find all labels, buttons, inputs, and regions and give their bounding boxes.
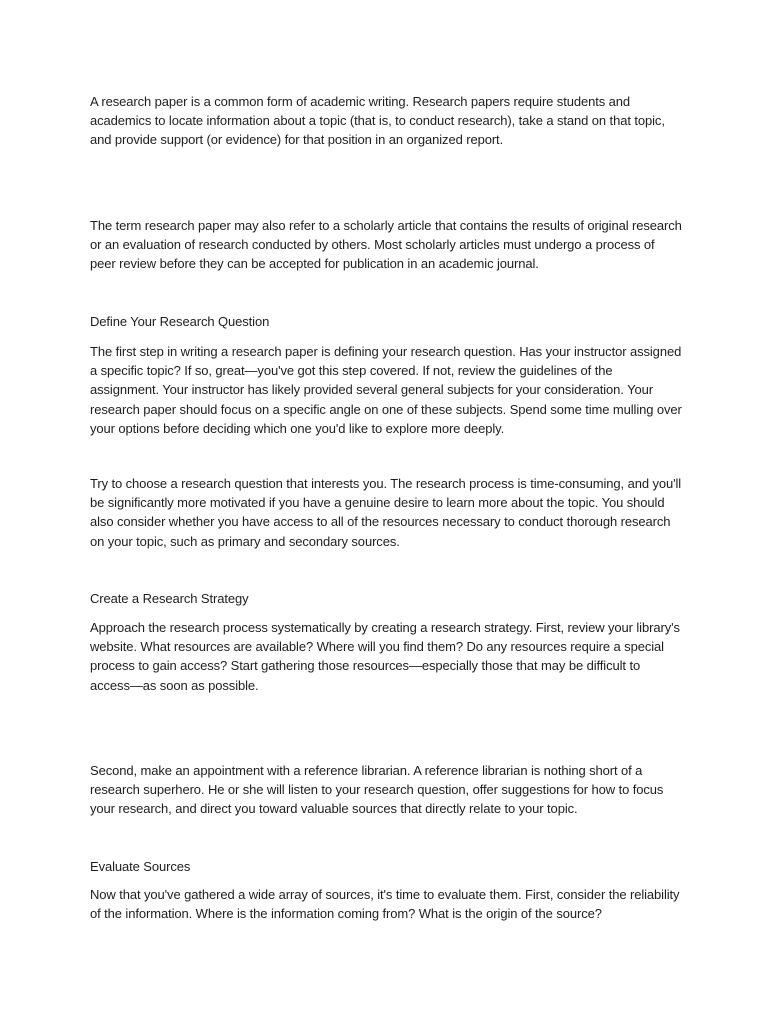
intro-paragraph-1: A research paper is a common form of academic writing. Research papers require students and academics to locate information about a topic (that is, to conduct research), take a stand on that topic, and provide support (or evidence) for that position in an organized report. bbox=[90, 94, 665, 148]
intro-paragraph-2: The term research paper may also refer to a scholarly article that contains the results of original research or an evaluation of research conducted by others. Most scholarly articles must undergo a process of peer review before they can be accepted for publication in an academic journal. bbox=[90, 218, 682, 272]
section2-paragraph-1: Approach the research process systematically by creating a research strategy. First, review your library's website. What resources are available? Where will you find them? Do any resources require a special process to gain access? Start gathering those resources—especially those that may be difficult to access—as soon as possible. bbox=[90, 620, 680, 693]
section3-paragraph-1: Now that you've gathered a wide array of sources, it's time to evaluate them. First, consider the reliability of the information. Where is the information coming from? What is the origin of the source? bbox=[90, 887, 680, 922]
section-heading-evaluate-sources: Evaluate Sources bbox=[90, 859, 191, 874]
section-heading-research-strategy: Create a Research Strategy bbox=[90, 591, 249, 606]
section2-paragraph-2: Second, make an appointment with a reference librarian. A reference librarian is nothing short of a research superhero. He or she will listen to your research question, offer suggestions for how to focus your research, and direct you toward valuable sources that directly relate to your topic. bbox=[90, 763, 664, 817]
section1-paragraph-1: The first step in writing a research paper is defining your research question. Has your instructor assigned a specific topic? If so, great—you've got this step covered. If not, review the guidelines of the assignment. Your instructor has likely provided several general subjects for your consideration. Your research paper should focus on a specific angle on one of these subjects. Spend some time mulling over your options before deciding which one you'd like to explore more deeply. bbox=[90, 344, 682, 436]
section-heading-define-question: Define Your Research Question bbox=[90, 314, 270, 329]
section1-paragraph-2: Try to choose a research question that interests you. The research process is time-consuming, and you'll be significantly more motivated if you have a genuine desire to learn more about the topic. You should also consider whether you have access to all of the resources necessary to conduct thorough research on your topic, such as primary and secondary sources. bbox=[90, 476, 682, 549]
